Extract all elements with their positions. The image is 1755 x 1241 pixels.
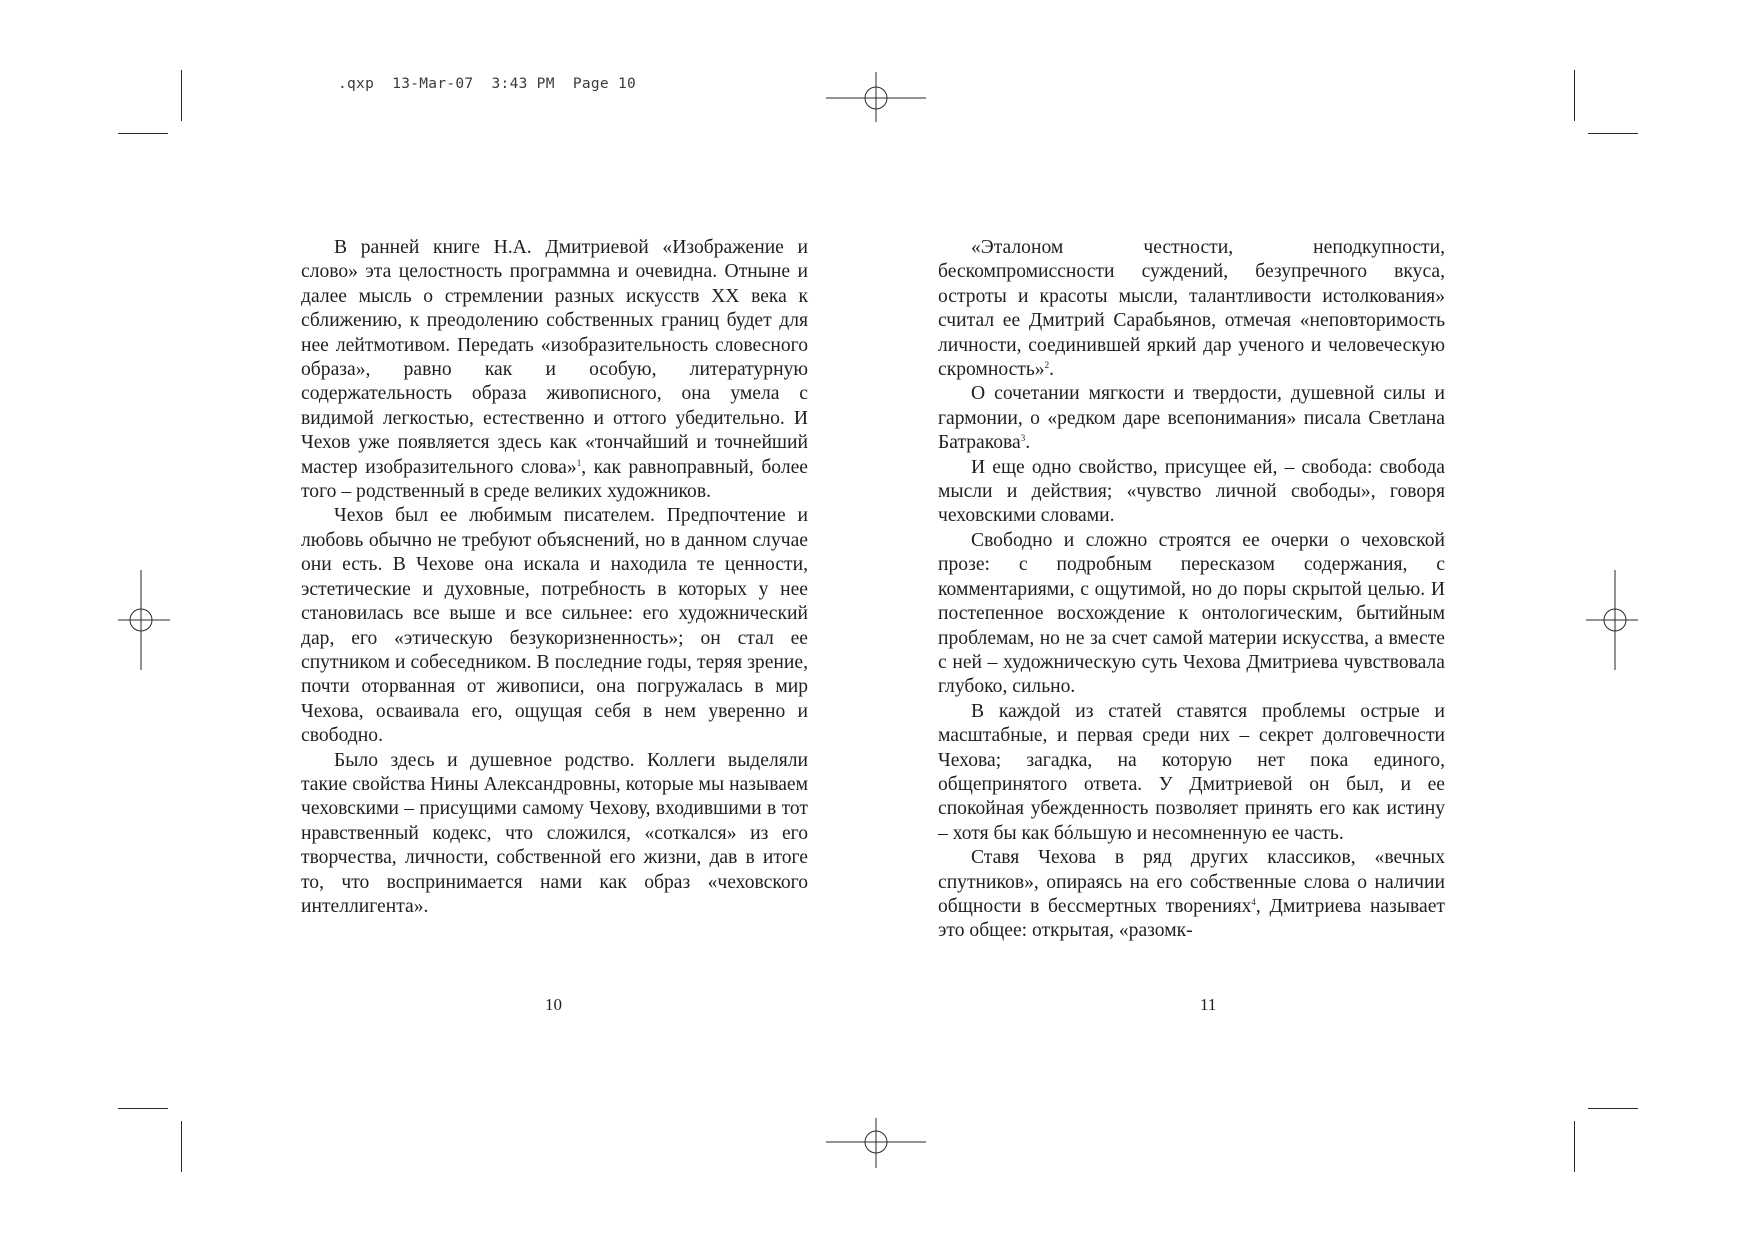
text-run: Свободно и сложно строятся ее очерки о чеховской прозе: с подробным пересказом содержания, с комментариями, с ощутимой, но до поры скрытой целью. И постепенное восхождение к онтологическим, бытийным проблемам, но не за счет самой материи искусства, а вместе с ней – художническую суть Чехова Дмитриева чувствовала глубоко, сильно. [938,529,1445,698]
slug-time: 3:43 PM [491,76,555,92]
slug-line [338,76,636,92]
left-paragraph-1 [301,236,808,504]
registration-mark-left [118,570,170,670]
crop-mark-top-left-horizontal [118,133,168,134]
page-number-left: 10 [545,995,562,1014]
text-run: В каждой из статей ставятся проблемы острые и масштабные, и первая среди них – секрет долговечности Чехова; загадка, на которую нет пока единого, общепринятого ответа. У Дмитриевой он был, и ее спокойная убежденность позволяет принять его как истину – хотя бы как бóльшую и несомненную ее часть. [938,700,1445,844]
registration-mark-bottom [826,1118,926,1168]
footnote-ref-3: 3 [1020,433,1026,444]
right-paragraph-4 [938,529,1445,700]
crop-mark-bottom-left-vertical [181,1121,182,1172]
footnote-ref-4: 4 [1251,896,1256,907]
right-paragraph-1 [938,236,1445,382]
registration-mark-right [1586,570,1638,670]
right-paragraph-2 [938,382,1445,455]
crop-mark-top-right-horizontal [1588,133,1638,134]
right-paragraph-6 [938,846,1445,944]
slug-date: 13-Mar-07 [392,76,474,92]
footnote-ref-1: 1 [576,457,582,468]
slug-page-label: Page 10 [572,76,637,92]
left-page-text [301,236,808,919]
crop-mark-bottom-right-horizontal [1588,1108,1638,1109]
text-run: «Эталоном честности, неподкупности, бескомпромиссности суждений, безупречного вкуса, остроты и красоты мысли, талантливости истолкования» считал ее Дмитрий Сарабьянов, отмечая «неповторимость личности, соединившей яркий дар ученого и человеческую скромность» [938,237,1445,381]
text-run: О сочетании мягкости и твердости, душевной силы и гармонии, о «редком даре всепонимания» писала Светлана Батракова [938,383,1445,454]
text-run: В ранней книге Н.А. Дмитриевой «Изображение и слово» эта целостность программна и очевидна. Отныне и далее мысль о стремлении разных искусств XX века к сближению, к преодолению собственных границ будет для нее лейтмотивом. Передать «изобразительность словесного образа», равно как и особую, литературную содержательность образа живописного, она умела с видимой легкостью, естественно и оттого убедительно. И Чехов уже появляется здесь как «тончайший и точнейший мастер изобразительного слова» [301,237,808,478]
text-run: . [1049,359,1055,381]
page-number-right: 11 [1200,995,1217,1014]
text-run: Ставя Чехова в ряд других классиков, «вечных спутников», опираясь на его собственные слова о наличии общности в бессмертных творениях [938,847,1445,917]
left-paragraph-3 [301,749,808,920]
text-run: , Дмитриева называет это общее: открытая, «разомк- [938,895,1445,942]
text-run: Чехов был ее любимым писателем. Предпочтение и любовь обычно не требуют объяснений, но в данном случае они есть. В Чехове она искала и находила те ценности, эстетические и духовные, потребность в которых у нее становилась все выше и все сильнее: его художнический дар, его «этическую безукоризненность»; он стал ее спутником и собеседником. В последние годы, теряя зрение, почти оторванная от живописи, она погружалась в мир Чехова, осваивала его, ощущая себя в нем уверенно и свободно. [301,505,808,747]
right-paragraph-5 [938,700,1445,846]
right-paragraph-3 [938,456,1445,529]
right-page-text [938,236,1445,944]
text-run: И еще одно свойство, присущее ей, – свобода: свобода мысли и действия; «чувство личной свободы», говоря чеховскими словами. [938,456,1445,527]
text-run: , как равноправный, более того – родственный в среде великих художников. [301,456,809,503]
footnote-ref-2: 2 [1044,360,1050,371]
text-run: Было здесь и душевное родство. Коллеги выделяли такие свойства Нины Александровны, которые мы называем чеховскими – присущими самому Чехову, входившими в тот нравственный кодекс, что сложился, «соткался» из его творчества, личности, собственной его жизни, дав в итоге то, что воспринимается нами как образ «чеховского интеллигента». [301,749,808,917]
crop-mark-bottom-left-horizontal [118,1108,168,1109]
left-paragraph-2 [301,504,808,748]
text-run: . [1025,432,1031,454]
crop-mark-top-right-vertical [1574,70,1575,121]
slug-file: .qxp [338,76,375,92]
registration-mark-top [826,72,926,122]
crop-mark-top-left-vertical [181,70,182,121]
crop-mark-bottom-right-vertical [1574,1121,1575,1172]
